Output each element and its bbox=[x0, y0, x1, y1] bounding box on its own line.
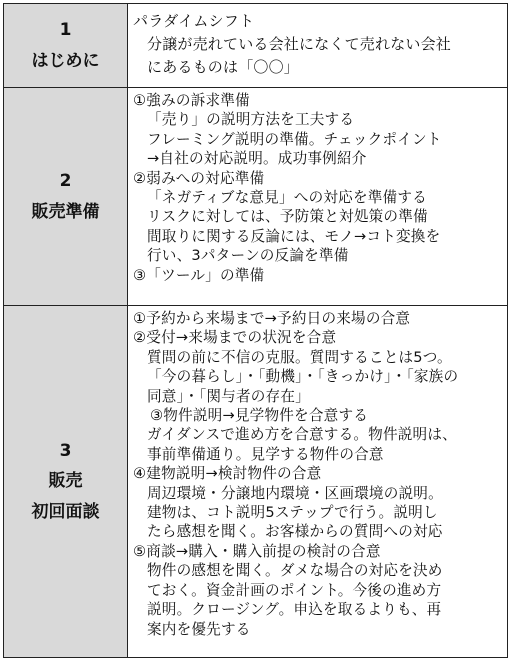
table-row bbox=[4, 306, 507, 657]
content-line: 「売り」の説明方法を工夫する bbox=[147, 111, 355, 129]
content-line: にあるものは「〇〇」 bbox=[147, 58, 300, 76]
content-line: 案内を優先する bbox=[147, 620, 251, 638]
row-content bbox=[128, 88, 507, 305]
row-title: はじめに bbox=[31, 50, 100, 71]
content-line: リスクに対しては、予防策と対処策の準備 bbox=[147, 208, 428, 226]
content-line: 同意」・「関与者の存在」 bbox=[147, 387, 310, 405]
content-line: 行い、3パターンの反論を準備 bbox=[147, 247, 349, 265]
content-line: 説明。クロージング。申込を取るよりも、再 bbox=[147, 601, 442, 619]
content-line: ガイダンスで進め方を合意する。物件説明は、 bbox=[147, 426, 457, 444]
content-line: ②弱みへの対応準備 bbox=[133, 169, 265, 187]
content-line: ②受付→来場までの状況を合意 bbox=[133, 329, 337, 347]
content-line: 分譲が売れている会社になくて売れない会社 bbox=[147, 35, 452, 53]
content-line: ④建物説明→検討物件の合意 bbox=[133, 465, 322, 483]
content-line: たら感想を聞く。お客様からの質問への対応 bbox=[147, 523, 443, 541]
row-title: 販売 bbox=[48, 471, 83, 492]
content-line: 事前準備通り。見学する物件の合意 bbox=[147, 445, 384, 463]
row-number: 2 bbox=[59, 170, 72, 191]
table-row bbox=[4, 88, 507, 306]
row-title: 販売準備 bbox=[31, 201, 100, 222]
row-header bbox=[4, 306, 128, 657]
row-number: 1 bbox=[59, 19, 72, 40]
content-line: ておく。資金計画のポイント。今後の進め方 bbox=[147, 581, 442, 599]
row-content bbox=[128, 306, 507, 657]
row-number: 3 bbox=[59, 440, 72, 461]
content-line: フレーミング説明の準備。チェックポイント bbox=[147, 130, 442, 148]
content-line: ①予約から来場まで→予約日の来場の合意 bbox=[133, 310, 411, 327]
row-title: 初回面談 bbox=[31, 501, 100, 522]
row-header bbox=[4, 88, 128, 305]
content-line: 周辺環境・分譲地内環境・区画環境の説明。 bbox=[147, 484, 443, 502]
row-header bbox=[4, 4, 128, 87]
agenda-table bbox=[3, 3, 508, 658]
content-line: 建物は、コト説明5ステップで行う。説明し bbox=[147, 504, 438, 522]
content-line: 「ネガティブな意見」への対応を準備する bbox=[147, 189, 427, 207]
content-line: 質問の前に不信の克服。質問することは5つ。 bbox=[147, 348, 452, 366]
content-line: ③物件説明→見学物件を合意する bbox=[150, 407, 369, 425]
content-line: ③「ツール」の準備 bbox=[133, 266, 265, 284]
content-line: 間取りに関する反論には、モノ→コト変換を bbox=[147, 227, 441, 245]
content-line: 物件の感想を聞く。ダメな場合の対応を決め bbox=[147, 562, 443, 580]
row-content bbox=[128, 4, 507, 87]
content-line: ⑤商談→購入・購入前提の検討の合意 bbox=[133, 542, 381, 560]
content-line: パラダイムシフト bbox=[133, 12, 255, 30]
content-line: →自社の対応説明。成功事例紹介 bbox=[147, 150, 367, 168]
content-line: ①強みの訴求準備 bbox=[133, 92, 250, 109]
table-row bbox=[4, 4, 507, 88]
content-line: 「今の暮らし」・「動機」・「きっかけ」・「家族の bbox=[147, 368, 459, 386]
